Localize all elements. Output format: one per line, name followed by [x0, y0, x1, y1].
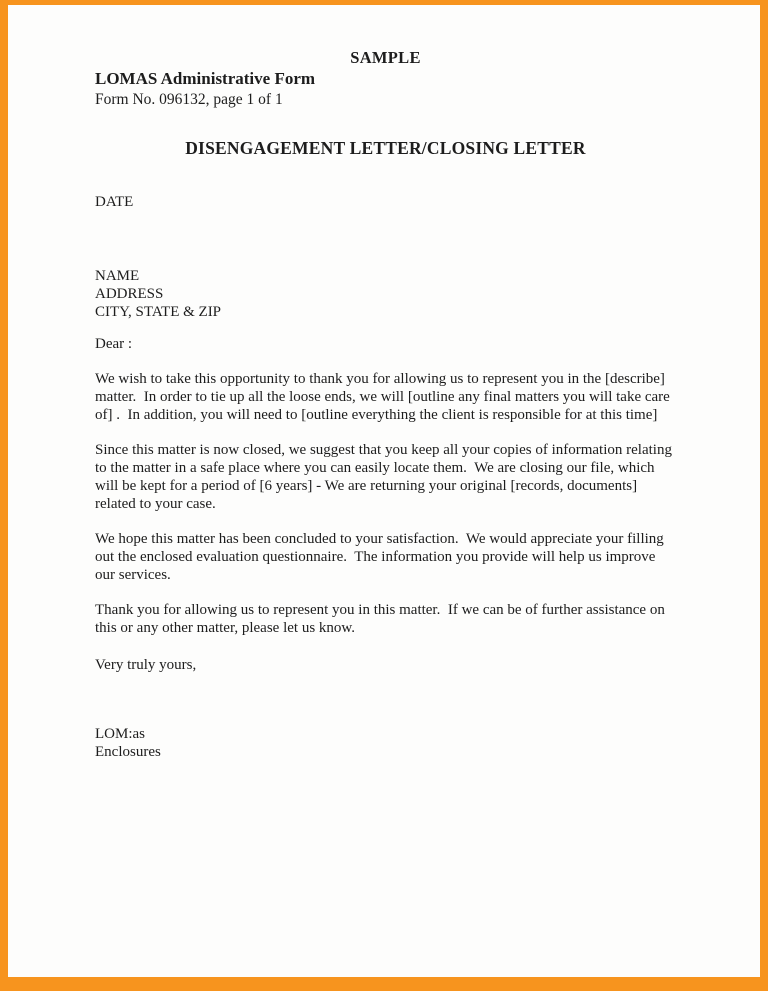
enclosures-line: Enclosures [95, 744, 161, 760]
letter-page [8, 5, 760, 977]
closing-line: Very truly yours, [95, 657, 197, 673]
recipient-city-state-zip-placeholder: CITY, STATE & ZIP [95, 304, 222, 320]
paragraph-thank-you-represent: We wish to take this opportunity to thank you for allowing us to represent you in the [describe] matter. In order to tie up all the loose ends, we will [outline any final matters you will take care of] . In addition, you will need to [outline everything the client is responsible for at this time] [95, 371, 674, 423]
form-number-line: Form No. 096132, page 1 of 1 [95, 91, 283, 108]
paragraph-further-assistance: Thank you for allowing us to represent you in this matter. If we can be of further assistance on this or any other matter, please let us know. [95, 602, 669, 636]
signature-block [95, 725, 676, 761]
recipient-address-block [95, 267, 676, 321]
paragraph-matter-closed: Since this matter is now closed, we suggest that you keep all your copies of information relating to the matter in a safe place where you can easily locate them. We are closing our file, which will be kept for a period of [6 years] - We are returning your original [records, documents] related to your case. [95, 442, 676, 512]
recipient-address-placeholder: ADDRESS [95, 286, 164, 302]
document-title: DISENGAGEMENT LETTER/CLOSING LETTER [185, 138, 586, 158]
paragraph-evaluation-questionnaire: We hope this matter has been concluded to your satisfaction. We would appreciate your filling out the enclosed evaluation questionnaire. The information you provide will help us improve our services. [95, 531, 668, 583]
recipient-name-placeholder: NAME [95, 268, 140, 284]
form-name-heading: LOMAS Administrative Form [95, 69, 316, 88]
date-placeholder: DATE [95, 194, 134, 210]
reference-initials-line: LOM:as [95, 726, 145, 742]
sample-watermark-heading: SAMPLE [350, 48, 421, 67]
salutation-line: Dear : [95, 336, 133, 352]
